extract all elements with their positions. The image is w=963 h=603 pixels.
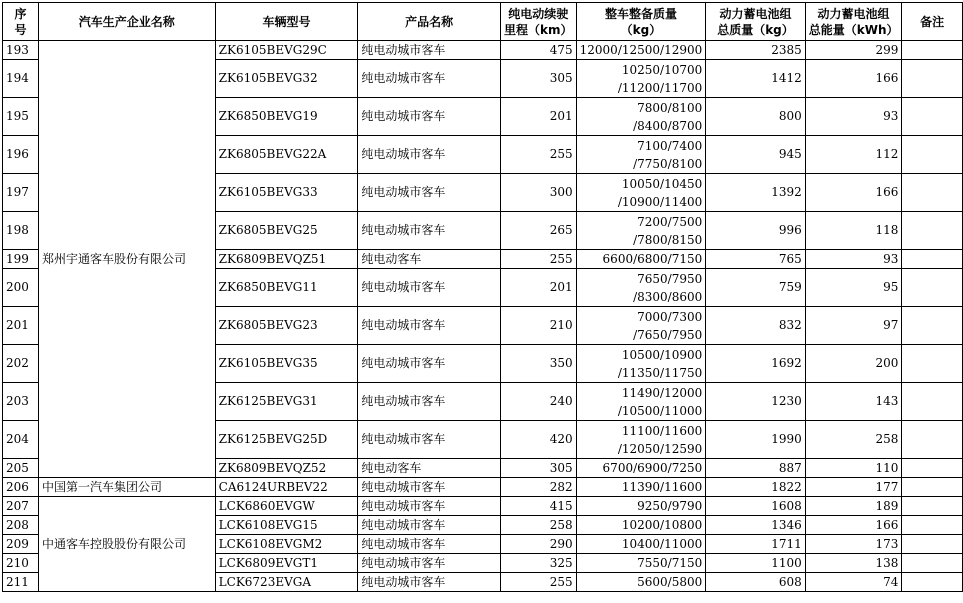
mass-cell xyxy=(576,516,706,535)
battery-mass-cell: 1346 xyxy=(706,516,805,535)
header-product: 产品名称 xyxy=(358,3,500,41)
product-cell: 纯电动客车 xyxy=(358,459,500,478)
battery-energy-cell: 166 xyxy=(805,60,902,98)
battery-mass-cell: 759 xyxy=(706,269,805,307)
model-cell: LCK6809EVGT1 xyxy=(215,554,358,573)
product-cell: 纯电动城市客车 xyxy=(358,269,500,307)
mass-cell xyxy=(576,554,706,573)
battery-mass-cell: 1822 xyxy=(706,478,805,497)
range-cell: 305 xyxy=(500,459,576,478)
model-cell: ZK6805BEVG22A xyxy=(215,136,358,174)
battery-energy-cell: 93 xyxy=(805,98,902,136)
seq-cell: 210 xyxy=(3,554,39,573)
mass-line: 11490/12000 xyxy=(621,385,703,400)
range-cell: 201 xyxy=(500,269,576,307)
range-cell: 201 xyxy=(500,98,576,136)
note-cell xyxy=(902,250,963,269)
mass-line: 7550/7150 xyxy=(637,556,703,570)
battery-energy-cell: 258 xyxy=(805,421,902,459)
battery-mass-cell: 996 xyxy=(706,212,805,250)
product-cell: 纯电动城市客车 xyxy=(358,345,500,383)
range-cell: 290 xyxy=(500,535,576,554)
product-cell: 纯电动城市客车 xyxy=(358,136,500,174)
mass-line: 6700/6900/7250 xyxy=(602,461,703,475)
battery-energy-cell: 177 xyxy=(805,478,902,497)
mass-line: /7650/7950 xyxy=(633,327,703,342)
note-cell xyxy=(902,459,963,478)
product-cell: 纯电动城市客车 xyxy=(358,41,500,60)
manufacturer-cell: 中国第一汽车集团公司 xyxy=(38,478,215,497)
range-cell: 210 xyxy=(500,307,576,345)
mass-line: /10500/11000 xyxy=(617,403,703,418)
product-cell: 纯电动城市客车 xyxy=(358,98,500,136)
seq-cell: 194 xyxy=(3,60,39,98)
battery-mass-cell: 1412 xyxy=(706,60,805,98)
model-cell: LCK6723EVGA xyxy=(215,573,358,592)
model-cell: ZK6105BEVG29C xyxy=(215,41,358,60)
range-cell: 240 xyxy=(500,383,576,421)
model-cell: ZK6809BEVQZ51 xyxy=(215,250,358,269)
mass-cell xyxy=(576,421,706,459)
mass-line: /11200/11700 xyxy=(617,80,703,95)
model-cell: CA6124URBEV22 xyxy=(215,478,358,497)
mass-line: /12050/12590 xyxy=(617,441,703,456)
seq-cell: 209 xyxy=(3,535,39,554)
battery-energy-cell: 110 xyxy=(805,459,902,478)
seq-cell: 205 xyxy=(3,459,39,478)
seq-cell: 198 xyxy=(3,212,39,250)
mass-line: /7800/8150 xyxy=(633,232,703,247)
seq-cell: 195 xyxy=(3,98,39,136)
seq-cell: 193 xyxy=(3,41,39,60)
battery-energy-cell: 143 xyxy=(805,383,902,421)
mass-cell xyxy=(576,573,706,592)
mass-line: 7100/7400 xyxy=(637,138,703,153)
battery-mass-cell: 1100 xyxy=(706,554,805,573)
model-cell: LCK6108EVG15 xyxy=(215,516,358,535)
mass-cell xyxy=(576,345,706,383)
mass-cell xyxy=(576,98,706,136)
battery-mass-cell: 800 xyxy=(706,98,805,136)
battery-mass-cell: 1692 xyxy=(706,345,805,383)
model-cell: ZK6125BEVG31 xyxy=(215,383,358,421)
range-cell: 475 xyxy=(500,41,576,60)
product-cell: 纯电动城市客车 xyxy=(358,212,500,250)
manufacturer-cell: 中通客车控股股份有限公司 xyxy=(38,497,215,592)
mass-line: 10400/11000 xyxy=(621,537,703,551)
product-cell: 纯电动客车 xyxy=(358,250,500,269)
range-cell: 350 xyxy=(500,345,576,383)
note-cell xyxy=(902,497,963,516)
battery-energy-cell: 166 xyxy=(805,516,902,535)
mass-line: 7650/7950 xyxy=(637,271,703,286)
mass-cell xyxy=(576,535,706,554)
range-cell: 415 xyxy=(500,497,576,516)
battery-mass-cell: 1990 xyxy=(706,421,805,459)
note-cell xyxy=(902,136,963,174)
seq-cell: 196 xyxy=(3,136,39,174)
seq-cell: 211 xyxy=(3,573,39,592)
range-cell: 282 xyxy=(500,478,576,497)
model-cell: ZK6105BEVG32 xyxy=(215,60,358,98)
battery-energy-cell: 97 xyxy=(805,307,902,345)
model-cell: ZK6850BEVG19 xyxy=(215,98,358,136)
battery-energy-cell: 166 xyxy=(805,174,902,212)
mass-line: 7000/7300 xyxy=(637,309,703,324)
model-cell: ZK6105BEVG35 xyxy=(215,345,358,383)
mass-line: 10250/10700 xyxy=(621,62,703,77)
seq-cell: 199 xyxy=(3,250,39,269)
product-cell: 纯电动城市客车 xyxy=(358,497,500,516)
note-cell xyxy=(902,554,963,573)
battery-energy-cell: 95 xyxy=(805,269,902,307)
battery-energy-cell: 74 xyxy=(805,573,902,592)
mass-line: 10200/10800 xyxy=(621,518,703,532)
product-cell: 纯电动城市客车 xyxy=(358,60,500,98)
note-cell xyxy=(902,383,963,421)
mass-cell xyxy=(576,307,706,345)
mass-line: 7800/8100 xyxy=(637,100,703,115)
mass-cell xyxy=(576,478,706,497)
header-note: 备注 xyxy=(902,3,963,41)
range-cell: 300 xyxy=(500,174,576,212)
battery-energy-cell: 112 xyxy=(805,136,902,174)
mass-cell xyxy=(576,459,706,478)
header-battery-mass: 动力蓄电池组 总质量（kg） xyxy=(706,3,805,41)
battery-energy-cell: 173 xyxy=(805,535,902,554)
note-cell xyxy=(902,212,963,250)
table-body xyxy=(3,41,963,592)
note-cell xyxy=(902,478,963,497)
table-row xyxy=(3,497,963,516)
product-cell: 纯电动城市客车 xyxy=(358,573,500,592)
seq-cell: 203 xyxy=(3,383,39,421)
mass-line: 11390/11600 xyxy=(621,480,703,494)
model-cell: ZK6125BEVG25D xyxy=(215,421,358,459)
battery-mass-cell: 945 xyxy=(706,136,805,174)
battery-mass-cell: 887 xyxy=(706,459,805,478)
range-cell: 265 xyxy=(500,212,576,250)
battery-energy-cell: 299 xyxy=(805,41,902,60)
note-cell xyxy=(902,573,963,592)
mass-line: /8300/8600 xyxy=(633,289,703,304)
note-cell xyxy=(902,307,963,345)
model-cell: ZK6805BEVG25 xyxy=(215,212,358,250)
battery-mass-cell: 1711 xyxy=(706,535,805,554)
battery-energy-cell: 118 xyxy=(805,212,902,250)
product-cell: 纯电动城市客车 xyxy=(358,554,500,573)
product-cell: 纯电动城市客车 xyxy=(358,307,500,345)
range-cell: 325 xyxy=(500,554,576,573)
product-cell: 纯电动城市客车 xyxy=(358,174,500,212)
battery-mass-cell: 608 xyxy=(706,573,805,592)
note-cell xyxy=(902,60,963,98)
seq-cell: 202 xyxy=(3,345,39,383)
seq-cell: 207 xyxy=(3,497,39,516)
mass-line: /7750/8100 xyxy=(633,156,703,171)
battery-energy-cell: 189 xyxy=(805,497,902,516)
mass-line: 10500/10900 xyxy=(621,347,703,362)
note-cell xyxy=(902,345,963,383)
mass-line: 10050/10450 xyxy=(621,176,703,191)
mass-cell xyxy=(576,60,706,98)
mass-cell xyxy=(576,212,706,250)
range-cell: 420 xyxy=(500,421,576,459)
header-battery-energy: 动力蓄电池组 总能量（kWh） xyxy=(805,3,902,41)
mass-line: 6600/6800/7150 xyxy=(602,252,703,266)
seq-cell: 197 xyxy=(3,174,39,212)
product-cell: 纯电动城市客车 xyxy=(358,535,500,554)
model-cell: ZK6105BEVG33 xyxy=(215,174,358,212)
mass-line: 12000/12500/12900 xyxy=(579,43,703,57)
mass-cell xyxy=(576,250,706,269)
header-mass: 整车整备质量 （kg） xyxy=(576,3,706,41)
header-model: 车辆型号 xyxy=(215,3,358,41)
mass-cell xyxy=(576,383,706,421)
vehicle-catalog-table xyxy=(2,2,963,592)
header-manufacturer: 汽车生产企业名称 xyxy=(38,3,215,41)
manufacturer-cell: 郑州宇通客车股份有限公司 xyxy=(38,41,215,478)
seq-cell: 201 xyxy=(3,307,39,345)
battery-mass-cell: 2385 xyxy=(706,41,805,60)
product-cell: 纯电动城市客车 xyxy=(358,516,500,535)
mass-line: /11350/11750 xyxy=(617,365,703,380)
mass-line: /10900/11400 xyxy=(617,194,703,209)
range-cell: 255 xyxy=(500,573,576,592)
range-cell: 258 xyxy=(500,516,576,535)
battery-mass-cell: 1392 xyxy=(706,174,805,212)
table-row xyxy=(3,478,963,497)
battery-energy-cell: 138 xyxy=(805,554,902,573)
note-cell xyxy=(902,535,963,554)
battery-energy-cell: 200 xyxy=(805,345,902,383)
model-cell: ZK6805BEVG23 xyxy=(215,307,358,345)
table-row xyxy=(3,41,963,60)
header-seq: 序 号 xyxy=(3,3,39,41)
model-cell: LCK6860EVGW xyxy=(215,497,358,516)
note-cell xyxy=(902,41,963,60)
mass-cell xyxy=(576,174,706,212)
battery-mass-cell: 1608 xyxy=(706,497,805,516)
seq-cell: 208 xyxy=(3,516,39,535)
seq-cell: 204 xyxy=(3,421,39,459)
mass-cell xyxy=(576,41,706,60)
mass-line: 7200/7500 xyxy=(637,214,703,229)
model-cell: ZK6850BEVG11 xyxy=(215,269,358,307)
note-cell xyxy=(902,516,963,535)
product-cell: 纯电动城市客车 xyxy=(358,383,500,421)
range-cell: 305 xyxy=(500,60,576,98)
battery-mass-cell: 1230 xyxy=(706,383,805,421)
vehicle-catalog-sheet xyxy=(2,2,963,592)
battery-mass-cell: 832 xyxy=(706,307,805,345)
product-cell: 纯电动城市客车 xyxy=(358,478,500,497)
mass-line: /8400/8700 xyxy=(633,118,703,133)
note-cell xyxy=(902,269,963,307)
header-row xyxy=(3,3,963,41)
model-cell: LCK6108EVGM2 xyxy=(215,535,358,554)
mass-cell xyxy=(576,497,706,516)
seq-cell: 200 xyxy=(3,269,39,307)
battery-mass-cell: 765 xyxy=(706,250,805,269)
note-cell xyxy=(902,421,963,459)
note-cell xyxy=(902,174,963,212)
range-cell: 255 xyxy=(500,136,576,174)
header-range: 纯电动续驶 里程（km） xyxy=(500,3,576,41)
mass-cell xyxy=(576,269,706,307)
range-cell: 255 xyxy=(500,250,576,269)
battery-energy-cell: 93 xyxy=(805,250,902,269)
mass-cell xyxy=(576,136,706,174)
mass-line: 9250/9790 xyxy=(637,499,703,513)
seq-cell: 206 xyxy=(3,478,39,497)
mass-line: 5600/5800 xyxy=(637,575,703,589)
model-cell: ZK6809BEVQZ52 xyxy=(215,459,358,478)
mass-line: 11100/11600 xyxy=(621,423,703,438)
product-cell: 纯电动城市客车 xyxy=(358,421,500,459)
note-cell xyxy=(902,98,963,136)
